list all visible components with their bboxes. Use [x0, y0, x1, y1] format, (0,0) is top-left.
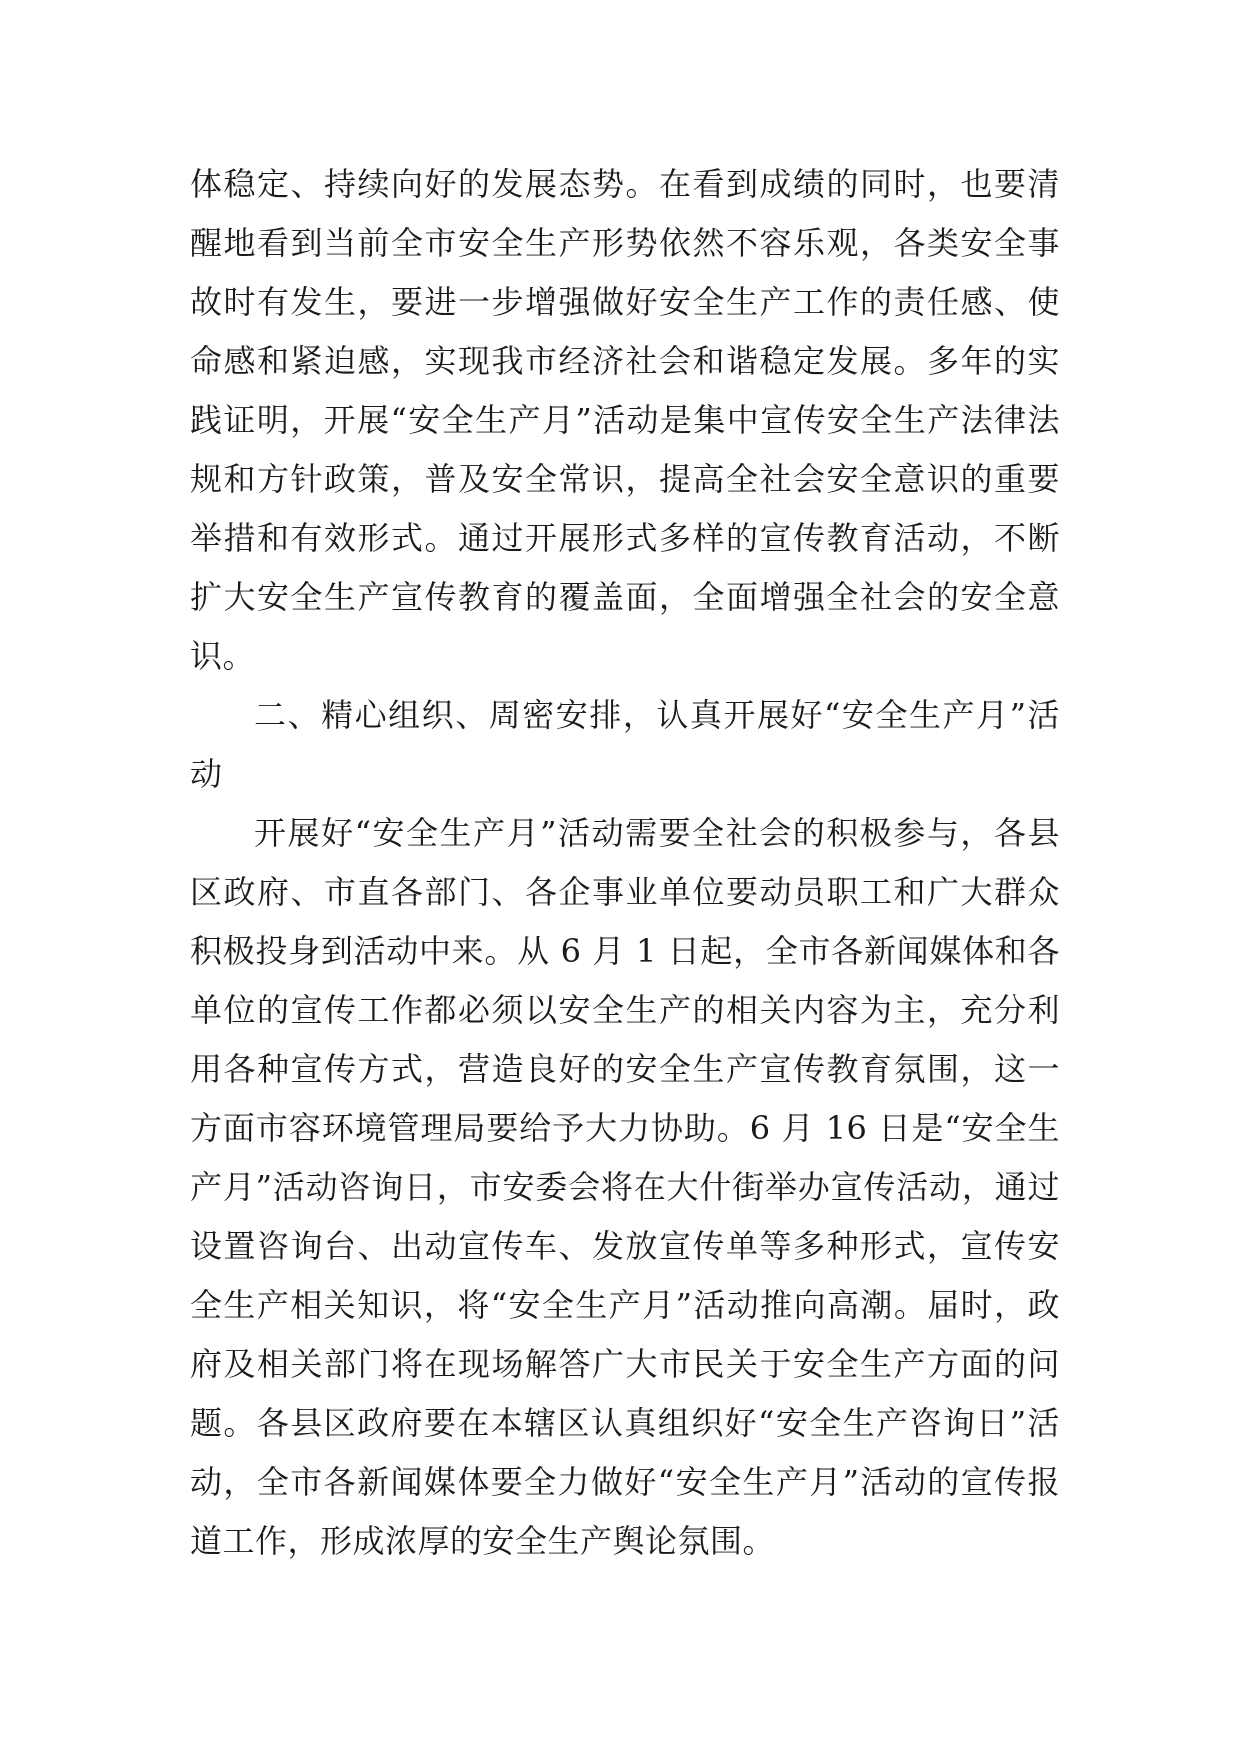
paragraph-section-2-body: 开展好“安全生产月”活动需要全社会的积极参与，各县区政府、市直各部门、各企事业单位要动员职工和广大群众积极投身到活动中来。从 6 月 1 日起，全市各新闻媒体和各单位的宣传工作都必须以安全生产的相关内容为主，充分利用各种宣传方式，营造良好的安全生产宣传教育氛围，这一方面市容环境管理局要给予大力协助。6 月 16 日是“安全生产月”活动咨询日，市安委会将在大什街举办宣传活动，通过设置咨询台、出动宣传车、发放宣传单等多种形式，宣传安全生产相关知识，将“安全生产月”活动推向高潮。届时，政府及相关部门将在现场解答广大市民关于安全生产方面的问题。各县区政府要在本辖区认真组织好“安全生产咨询日”活动，全市各新闻媒体要全力做好“安全生产月”活动的宣传报道工作，形成浓厚的安全生产舆论氛围。: [190, 814, 1060, 1560]
paragraph-continuation: 体稳定、持续向好的发展态势。在看到成绩的同时，也要清醒地看到当前全市安全生产形势依然不容乐观，各类安全事故时有发生，要进一步增强做好安全生产工作的责任感、使命感和紧迫感，实现我市经济社会和谐稳定发展。多年的实践证明，开展“安全生产月”活动是集中宣传安全生产法律法规和方针政策，普及安全常识，提高全社会安全意识的重要举措和有效形式。通过开展形式多样的宣传教育活动，不断扩大安全生产宣传教育的覆盖面，全面增强全社会的安全意识。: [190, 165, 1060, 675]
section-heading-2: 二、精心组织、周密安排，认真开展好“安全生产月”活动: [190, 696, 1060, 793]
document-body: [190, 155, 1060, 1571]
